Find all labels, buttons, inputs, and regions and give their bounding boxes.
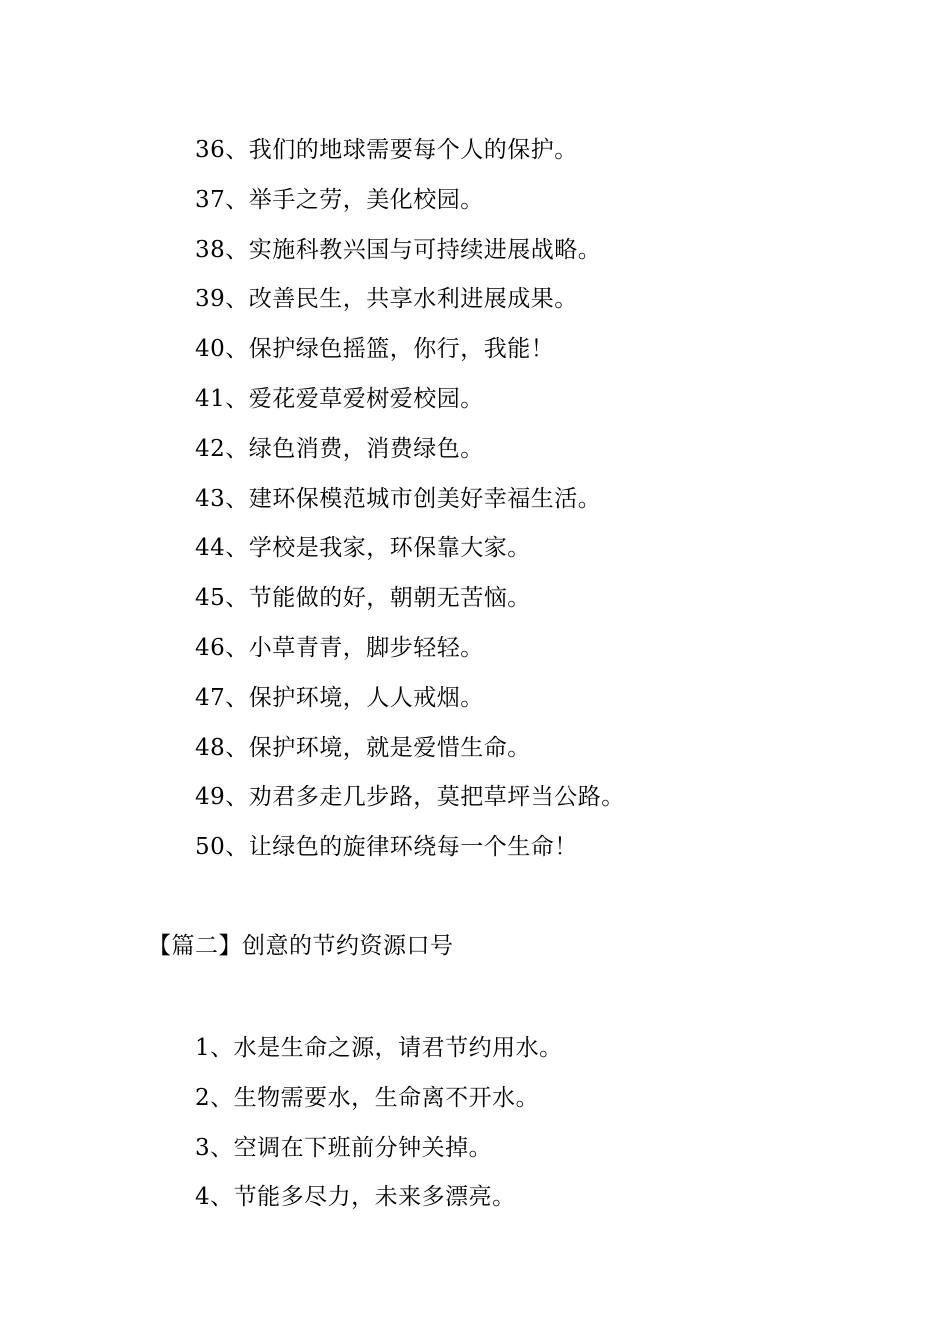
section-heading: 【篇二】创意的节约资源口号 [148,933,454,959]
list-item: 47、保护环境，人人戒烟。 [195,684,484,711]
list-item: 43、建环保模范城市创美好幸福生活。 [195,485,602,512]
list-item: 38、实施科教兴国与可持续进展战略。 [195,236,602,263]
slogan-list-part-one [195,128,625,875]
list-item: 1、水是生命之源，请君节约用水。 [195,1035,563,1061]
list-item: 41、爱花爱草爱树爱校园。 [195,385,484,412]
list-item: 50、让绿色的旋律环绕每一个生命！ [195,834,578,861]
list-item: 44、学校是我家，环保靠大家。 [195,535,531,562]
list-item: 46、小草青青，脚步轻轻。 [195,634,484,661]
list-item: 45、节能做的好，朝朝无苦恼。 [195,585,531,612]
list-item: 48、保护环境，就是爱惜生命。 [195,734,531,761]
slogan-list-part-two [195,1026,563,1225]
list-item: 3、空调在下班前分钟关掉。 [195,1134,493,1161]
list-item: 36、我们的地球需要每个人的保护。 [195,137,578,163]
list-item: 49、劝君多走几步路，莫把草坪当公路。 [195,784,625,811]
list-item: 2、生物需要水，生命离不开水。 [195,1084,540,1111]
list-item: 4、节能多尽力，未来多漂亮。 [195,1184,516,1211]
list-item: 39、改善民生，共享水利进展成果。 [195,286,578,313]
list-item: 40、保护绿色摇篮，你行，我能！ [195,336,555,363]
list-item: 42、绿色消费，消费绿色。 [195,435,484,462]
list-item: 37、举手之劳，美化校园。 [195,186,484,213]
